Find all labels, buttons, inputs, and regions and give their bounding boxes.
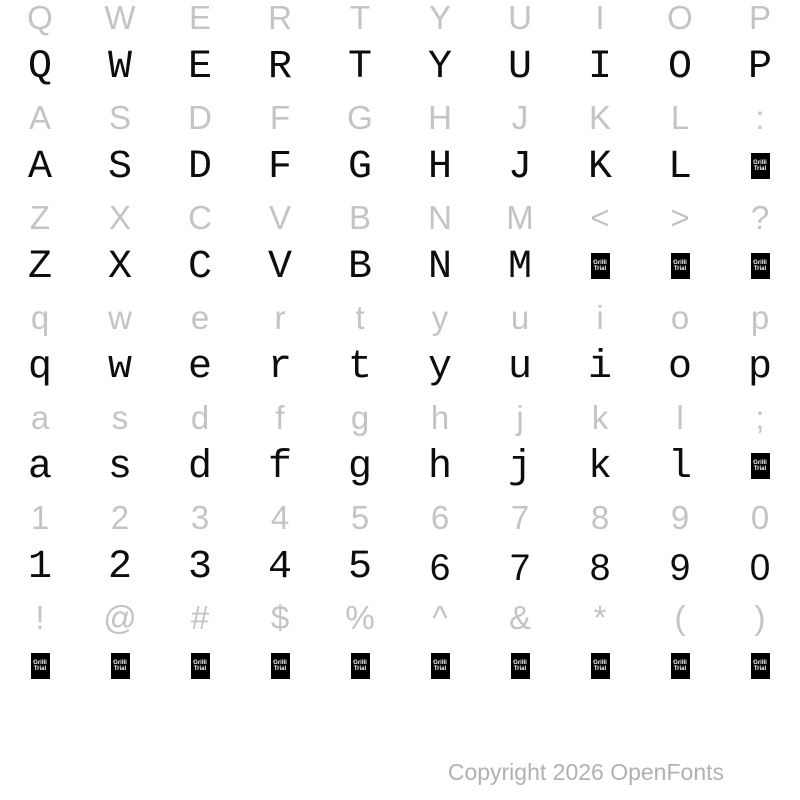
trial-watermark-box <box>591 653 610 679</box>
glyph-cell-black: 7 <box>509 547 531 588</box>
glyph-row-10-black <box>0 443 800 493</box>
glyph-row-2-black <box>0 43 800 93</box>
glyph-row-13-gray <box>0 593 800 643</box>
glyph-cell-gray: J <box>511 99 529 136</box>
glyph-cell-trial-watermark <box>720 143 800 193</box>
glyph-cell-trial-watermark <box>560 243 640 293</box>
trial-watermark-box <box>351 653 370 679</box>
trial-box-line2: Trial <box>593 266 607 273</box>
glyph-cell-black: F <box>267 145 292 190</box>
glyph-cell-black: A <box>27 145 52 190</box>
glyph-cell-gray: ) <box>754 599 766 636</box>
glyph-cell-gray: L <box>670 99 690 136</box>
trial-watermark-box <box>431 653 450 679</box>
trial-box-line2: Trial <box>193 666 207 673</box>
glyph-cell-black: i <box>587 345 612 390</box>
trial-box-line1: Grilli <box>193 659 207 666</box>
trial-box-line2: Trial <box>753 666 767 673</box>
glyph-cell-trial-watermark <box>640 243 720 293</box>
trial-watermark-box <box>111 653 130 679</box>
glyph-cell-gray: a <box>30 399 50 436</box>
trial-box-line2: Trial <box>753 166 767 173</box>
trial-watermark-box <box>271 653 290 679</box>
glyph-cell-gray: $ <box>270 599 290 636</box>
trial-watermark-box <box>751 253 770 279</box>
trial-watermark-box <box>751 453 770 479</box>
glyph-cell-black: C <box>187 245 212 290</box>
trial-watermark-box <box>671 653 690 679</box>
glyph-cell-trial-watermark <box>720 243 800 293</box>
glyph-cell-gray: e <box>190 299 210 336</box>
glyph-cell-gray: t <box>355 299 365 336</box>
glyph-cell-gray: U <box>508 0 532 36</box>
trial-box-line1: Grilli <box>753 659 767 666</box>
glyph-cell-gray: 8 <box>590 499 610 536</box>
glyph-cell-gray: 1 <box>30 499 50 536</box>
glyph-cell-black: Z <box>27 245 52 290</box>
glyph-cell-gray: C <box>188 199 212 236</box>
glyph-cell-black: K <box>587 145 612 190</box>
glyph-cell-black: 2 <box>107 545 132 590</box>
glyph-row-14-black <box>0 643 800 693</box>
glyph-row-7-gray <box>0 293 800 343</box>
glyph-row-6-black <box>0 243 800 293</box>
trial-box-line2: Trial <box>593 666 607 673</box>
glyph-cell-black: R <box>267 45 292 90</box>
glyph-cell-gray: B <box>348 199 371 236</box>
glyph-cell-black: S <box>107 145 132 190</box>
trial-watermark-box <box>511 653 530 679</box>
glyph-cell-black: 0 <box>749 547 771 588</box>
glyph-cell-black: L <box>667 145 692 190</box>
glyph-cell-trial-watermark <box>400 643 480 693</box>
glyph-cell-black: u <box>507 345 532 390</box>
trial-box-line1: Grilli <box>433 659 447 666</box>
glyph-cell-black: 3 <box>187 545 212 590</box>
glyph-cell-gray: P <box>748 0 771 36</box>
glyph-cell-black: 4 <box>267 545 292 590</box>
trial-watermark-box <box>671 253 690 279</box>
trial-box-line2: Trial <box>113 666 127 673</box>
glyph-cell-gray: k <box>591 399 609 436</box>
glyph-cell-black: g <box>347 445 372 490</box>
glyph-cell-gray: f <box>275 399 285 436</box>
glyph-cell-gray: @ <box>103 599 137 636</box>
glyph-cell-gray: l <box>676 399 684 436</box>
glyph-cell-black: t <box>347 345 372 390</box>
glyph-cell-gray: s <box>111 399 129 436</box>
glyph-cell-gray: H <box>428 99 452 136</box>
glyph-cell-black: p <box>747 345 772 390</box>
trial-box-line2: Trial <box>433 666 447 673</box>
glyph-cell-trial-watermark <box>240 643 320 693</box>
glyph-cell-black: 8 <box>589 547 611 588</box>
glyph-cell-gray: u <box>510 299 530 336</box>
trial-box-line2: Trial <box>513 666 527 673</box>
glyph-cell-gray: q <box>30 299 50 336</box>
glyph-cell-gray: ? <box>750 199 770 236</box>
glyph-cell-gray: : <box>755 99 765 136</box>
glyph-cell-gray: 9 <box>670 499 690 536</box>
trial-box-line1: Grilli <box>753 259 767 266</box>
glyph-cell-gray: 6 <box>430 499 450 536</box>
glyph-cell-gray: S <box>108 99 131 136</box>
glyph-cell-trial-watermark <box>480 643 560 693</box>
glyph-cell-gray: I <box>595 0 605 36</box>
glyph-cell-gray: ; <box>755 399 765 436</box>
glyph-row-11-gray <box>0 493 800 543</box>
glyph-cell-gray: Z <box>29 199 51 236</box>
glyph-row-4-black <box>0 143 800 193</box>
trial-box-line1: Grilli <box>113 659 127 666</box>
glyph-cell-gray: & <box>508 599 531 636</box>
glyph-cell-gray: Q <box>27 0 53 36</box>
glyph-cell-black: Y <box>427 45 452 90</box>
glyph-cell-gray: N <box>428 199 452 236</box>
glyph-cell-black: O <box>667 45 692 90</box>
glyph-cell-gray: < <box>590 199 610 236</box>
glyph-cell-black: H <box>427 145 452 190</box>
trial-box-line2: Trial <box>673 666 687 673</box>
glyph-row-1-gray <box>0 0 800 43</box>
glyph-cell-black: q <box>27 345 52 390</box>
glyph-cell-black: P <box>747 45 772 90</box>
glyph-cell-gray: # <box>190 599 210 636</box>
glyph-cell-gray: p <box>750 299 770 336</box>
trial-box-line1: Grilli <box>673 659 687 666</box>
glyph-cell-black: E <box>187 45 212 90</box>
glyph-cell-trial-watermark <box>720 643 800 693</box>
glyph-cell-gray: O <box>667 0 693 36</box>
trial-watermark-box <box>31 653 50 679</box>
glyph-row-8-black <box>0 343 800 393</box>
glyph-cell-black: e <box>187 345 212 390</box>
glyph-cell-gray: h <box>430 399 450 436</box>
glyph-cell-black: X <box>107 245 132 290</box>
glyph-cell-black: d <box>187 445 212 490</box>
glyph-cell-black: r <box>267 345 292 390</box>
glyph-cell-trial-watermark <box>560 643 640 693</box>
glyph-cell-gray: V <box>268 199 291 236</box>
glyph-cell-gray: W <box>104 0 136 36</box>
glyph-cell-black: 5 <box>347 545 372 590</box>
glyph-cell-black: o <box>667 345 692 390</box>
glyph-cell-black: a <box>27 445 52 490</box>
glyph-cell-gray: w <box>108 299 132 336</box>
glyph-cell-gray: A <box>28 99 51 136</box>
glyph-cell-black: V <box>267 245 292 290</box>
glyph-cell-gray: * <box>593 599 607 636</box>
glyph-cell-black: G <box>347 145 372 190</box>
glyph-cell-trial-watermark <box>160 643 240 693</box>
glyph-cell-trial-watermark <box>640 643 720 693</box>
trial-box-line1: Grilli <box>33 659 47 666</box>
glyph-cell-gray: ^ <box>432 599 448 636</box>
glyph-cell-gray: y <box>431 299 449 336</box>
glyph-cell-black: D <box>187 145 212 190</box>
glyph-cell-gray: r <box>274 299 286 336</box>
glyph-cell-black: U <box>507 45 532 90</box>
trial-box-line1: Grilli <box>673 259 687 266</box>
trial-watermark-box <box>751 153 770 179</box>
glyph-cell-gray: T <box>349 0 371 36</box>
glyph-cell-trial-watermark <box>80 643 160 693</box>
glyph-cell-black: T <box>347 45 372 90</box>
glyph-cell-gray: G <box>347 99 373 136</box>
glyph-cell-gray: Y <box>428 0 451 36</box>
trial-watermark-box <box>591 253 610 279</box>
glyph-cell-black: 6 <box>429 547 451 588</box>
glyph-row-9-gray <box>0 393 800 443</box>
glyph-cell-black: j <box>507 445 532 490</box>
trial-watermark-box <box>751 653 770 679</box>
trial-box-line1: Grilli <box>593 659 607 666</box>
glyph-cell-gray: E <box>188 0 211 36</box>
glyph-cell-black: 9 <box>669 547 691 588</box>
glyph-cell-black: M <box>507 245 532 290</box>
trial-box-line2: Trial <box>753 266 767 273</box>
trial-box-line2: Trial <box>753 466 767 473</box>
glyph-cell-gray: X <box>108 199 131 236</box>
glyph-cell-gray: i <box>596 299 604 336</box>
trial-box-line1: Grilli <box>513 659 527 666</box>
trial-box-line2: Trial <box>353 666 367 673</box>
glyph-cell-black: s <box>107 445 132 490</box>
glyph-cell-trial-watermark <box>0 643 80 693</box>
glyph-cell-black: k <box>587 445 612 490</box>
trial-box-line2: Trial <box>273 666 287 673</box>
glyph-cell-gray: 2 <box>110 499 130 536</box>
glyph-cell-gray: M <box>506 199 534 236</box>
glyph-cell-gray: 3 <box>190 499 210 536</box>
glyph-cell-gray: 0 <box>750 499 770 536</box>
glyph-cell-black: B <box>347 245 372 290</box>
trial-box-line1: Grilli <box>593 259 607 266</box>
glyph-cell-gray: 7 <box>510 499 530 536</box>
glyph-cell-black: W <box>107 45 132 90</box>
copyright-text: Copyright 2026 OpenFonts <box>447 759 724 785</box>
glyph-cell-gray: j <box>516 399 524 436</box>
glyph-cell-gray: g <box>350 399 370 436</box>
glyph-cell-gray: d <box>190 399 210 436</box>
glyph-cell-gray: D <box>188 99 212 136</box>
trial-box-line2: Trial <box>673 266 687 273</box>
glyph-cell-black: Q <box>27 45 52 90</box>
glyph-cell-gray: F <box>269 99 291 136</box>
glyph-row-3-gray <box>0 93 800 143</box>
glyph-cell-gray: 4 <box>270 499 290 536</box>
glyph-row-12-black <box>0 543 800 593</box>
trial-box-line2: Trial <box>33 666 47 673</box>
glyph-cell-gray: ( <box>674 599 686 636</box>
glyph-cell-gray: 5 <box>350 499 370 536</box>
glyph-cell-gray: o <box>670 299 690 336</box>
glyph-cell-gray: K <box>588 99 611 136</box>
glyph-cell-gray: R <box>268 0 292 36</box>
glyph-cell-black: y <box>427 345 452 390</box>
glyph-cell-black: l <box>667 445 692 490</box>
glyph-cell-trial-watermark <box>320 643 400 693</box>
glyph-cell-trial-watermark <box>720 443 800 493</box>
glyph-cell-black: 1 <box>27 545 52 590</box>
glyph-cell-black: w <box>107 345 132 390</box>
glyph-cell-black: f <box>267 445 292 490</box>
glyph-cell-gray: ! <box>35 599 45 636</box>
trial-box-line1: Grilli <box>353 659 367 666</box>
trial-box-line1: Grilli <box>753 459 767 466</box>
glyph-cell-gray: > <box>670 199 690 236</box>
glyph-row-5-gray <box>0 193 800 243</box>
trial-box-line1: Grilli <box>273 659 287 666</box>
trial-watermark-box <box>191 653 210 679</box>
glyph-cell-black: I <box>587 45 612 90</box>
glyph-cell-black: h <box>427 445 452 490</box>
trial-box-line1: Grilli <box>753 159 767 166</box>
glyph-cell-gray: % <box>345 599 375 636</box>
glyph-cell-black: J <box>507 145 532 190</box>
glyph-cell-black: N <box>427 245 452 290</box>
